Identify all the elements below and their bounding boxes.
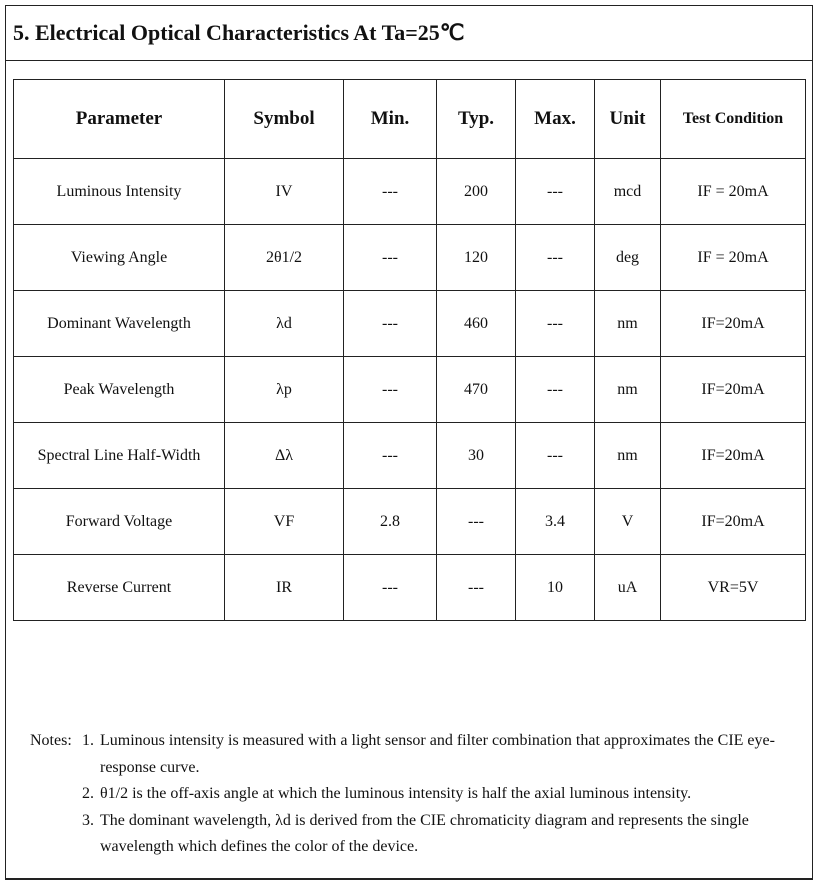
header-max: Max.: [516, 80, 595, 159]
cell-min: ---: [344, 357, 437, 423]
table-row: [14, 225, 806, 291]
header-test-condition: Test Condition: [661, 80, 806, 159]
cell-parameter: Peak Wavelength: [14, 357, 225, 423]
cell-max: ---: [516, 291, 595, 357]
table-row: [14, 291, 806, 357]
cell-parameter: Reverse Current: [14, 555, 225, 621]
cell-max: ---: [516, 423, 595, 489]
cell-symbol: IV: [225, 159, 344, 225]
header-typ: Typ.: [437, 80, 516, 159]
cell-unit: mcd: [595, 159, 661, 225]
cell-test-condition: IF = 20mA: [661, 225, 806, 291]
cell-typ: 120: [437, 225, 516, 291]
cell-parameter: Luminous Intensity: [14, 159, 225, 225]
notes: [30, 728, 800, 861]
cell-min: ---: [344, 159, 437, 225]
cell-unit: nm: [595, 357, 661, 423]
cell-max: ---: [516, 357, 595, 423]
note-number: 3.: [82, 811, 94, 829]
cell-max: 3.4: [516, 489, 595, 555]
table-header-row: [14, 80, 806, 159]
cell-symbol: λd: [225, 291, 344, 357]
note-item: [30, 781, 800, 808]
cell-symbol: Δλ: [225, 423, 344, 489]
cell-unit: deg: [595, 225, 661, 291]
cell-typ: 30: [437, 423, 516, 489]
note-item: [30, 728, 800, 781]
cell-symbol: VF: [225, 489, 344, 555]
note-text: The dominant wavelength, λd is derived from the CIE chromaticity diagram and represents the single wavelength which defines the color of the device.: [100, 811, 749, 855]
cell-parameter: Spectral Line Half-Width: [14, 423, 225, 489]
cell-max: 10: [516, 555, 595, 621]
cell-symbol: 2θ1/2: [225, 225, 344, 291]
cell-unit: uA: [595, 555, 661, 621]
cell-unit: V: [595, 489, 661, 555]
characteristics-table: [13, 79, 806, 621]
note-item: [30, 808, 800, 861]
header-symbol: Symbol: [225, 80, 344, 159]
cell-symbol: IR: [225, 555, 344, 621]
notes-label: Notes:: [30, 732, 72, 749]
cell-test-condition: IF=20mA: [661, 291, 806, 357]
cell-min: ---: [344, 423, 437, 489]
cell-typ: ---: [437, 489, 516, 555]
cell-typ: 470: [437, 357, 516, 423]
cell-min: ---: [344, 225, 437, 291]
cell-min: 2.8: [344, 489, 437, 555]
header-unit: Unit: [595, 80, 661, 159]
table-row: [14, 357, 806, 423]
cell-unit: nm: [595, 423, 661, 489]
note-number: 1.: [82, 732, 94, 749]
cell-typ: ---: [437, 555, 516, 621]
cell-symbol: λp: [225, 357, 344, 423]
note-text: Luminous intensity is measured with a light sensor and filter combination that approximates the CIE eye-response curve.: [100, 732, 775, 776]
cell-test-condition: IF=20mA: [661, 489, 806, 555]
cell-parameter: Viewing Angle: [14, 225, 225, 291]
table-row: [14, 489, 806, 555]
table-row: [14, 423, 806, 489]
header-parameter: Parameter: [14, 80, 225, 159]
header-min: Min.: [344, 80, 437, 159]
title-bar: [6, 6, 812, 61]
cell-min: ---: [344, 555, 437, 621]
section-frame: [5, 5, 813, 880]
cell-parameter: Forward Voltage: [14, 489, 225, 555]
cell-max: ---: [516, 159, 595, 225]
cell-typ: 460: [437, 291, 516, 357]
cell-max: ---: [516, 225, 595, 291]
cell-test-condition: IF=20mA: [661, 357, 806, 423]
cell-min: ---: [344, 291, 437, 357]
table-row: [14, 159, 806, 225]
section-title: 5. Electrical Optical Characteristics At Ta=25℃: [13, 20, 465, 45]
table-row: [14, 555, 806, 621]
cell-test-condition: IF=20mA: [661, 423, 806, 489]
cell-unit: nm: [595, 291, 661, 357]
cell-typ: 200: [437, 159, 516, 225]
cell-test-condition: VR=5V: [661, 555, 806, 621]
note-text: θ1/2 is the off-axis angle at which the luminous intensity is half the axial luminous intensity.: [100, 785, 692, 802]
cell-test-condition: IF = 20mA: [661, 159, 806, 225]
cell-parameter: Dominant Wavelength: [14, 291, 225, 357]
note-number: 2.: [82, 785, 94, 802]
